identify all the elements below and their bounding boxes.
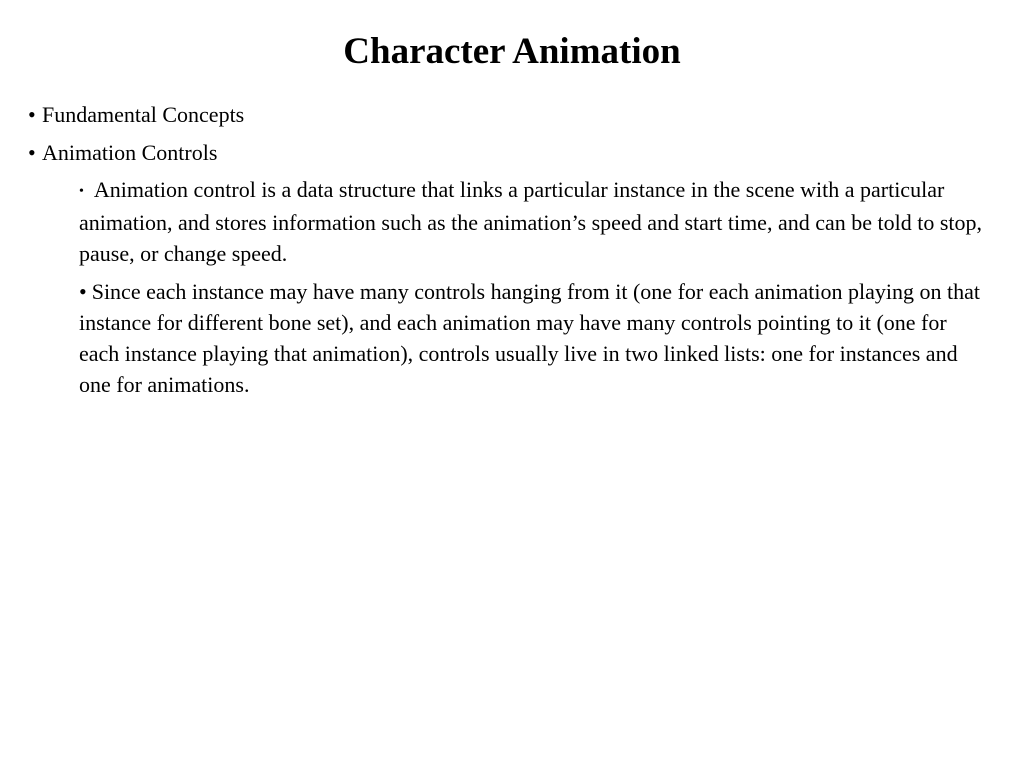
bullet-marker: • [28, 102, 36, 127]
bullet-marker: • [28, 140, 36, 165]
sub-bullet-list [79, 174, 989, 407]
sub-bullet-text: Animation control is a data structure that links a particular instance in the scene with a particular animation, and stores information such as the animation’s speed and start time, and can be told to stop, pause, or change speed. [79, 177, 983, 266]
bullet-text: Fundamental Concepts [42, 102, 245, 127]
bullet-text: Animation Controls [42, 140, 218, 165]
slide-title: Character Animation [343, 31, 681, 72]
sub-bullet-marker: • [79, 279, 87, 304]
sub-bullet-item [79, 174, 989, 269]
bullet-item [28, 138, 998, 168]
bullet-item [28, 100, 998, 130]
sub-bullet-marker: • [79, 184, 84, 199]
sub-bullet-text: Since each instance may have many controls hanging from it (one for each animation playing on that instance for different bone set), and each animation may have many controls pointing to it (one for each instance playing that animation), controls usually live in two linked lists: one for instances and one for animations. [79, 279, 980, 397]
bullet-list [28, 100, 998, 397]
sub-bullet-item [79, 276, 989, 400]
